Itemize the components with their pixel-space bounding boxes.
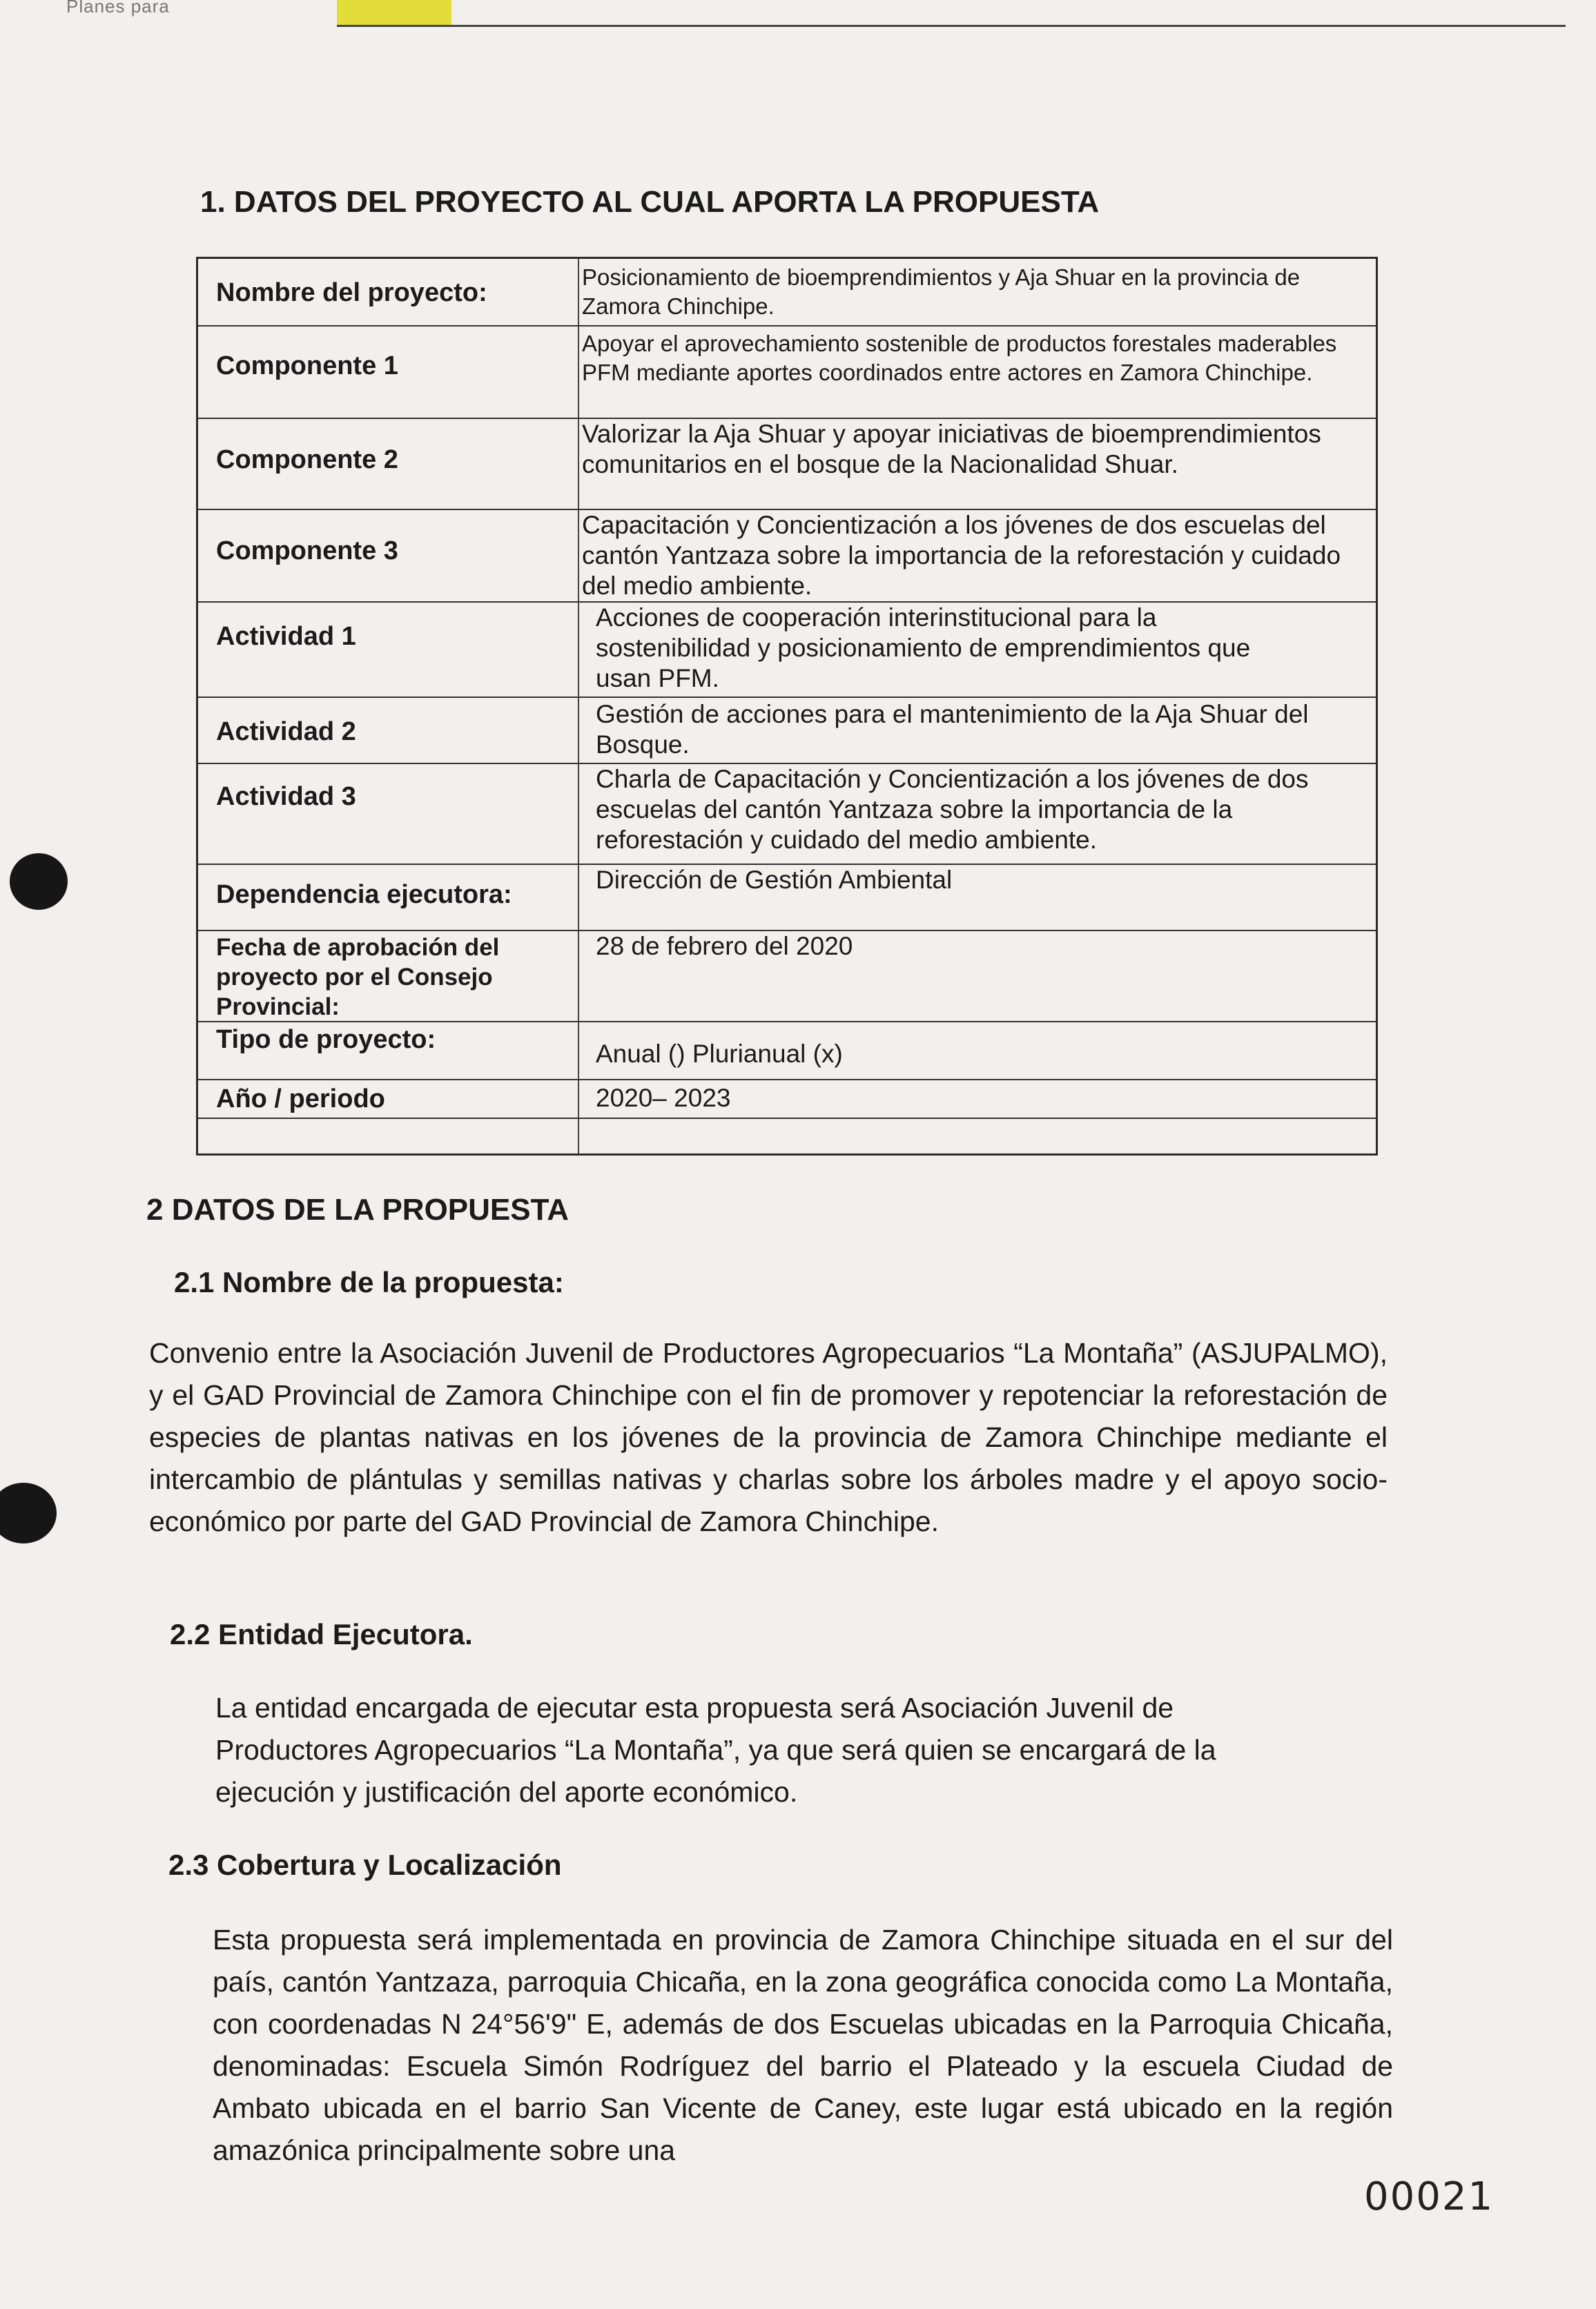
row-label: Componente 1 (216, 351, 398, 380)
row-value: Dirección de Gestión Ambiental (596, 866, 953, 894)
top-fragment-text: Planes para (66, 0, 170, 17)
punch-hole (0, 1483, 57, 1543)
subsection-2-3-text: Esta propuesta será implementada en provincia de Zamora Chinchipe situada en el sur del país, cantón Yantzaza, parroquia Chicaña, en la zona geográfica conocida como La Montaña, con coordenadas N 24°56'9" E, además de dos Escuelas ubicadas en la Parroquia Chicaña, denominadas: Escuela Simón Rodríguez del barrio el Plateado y la escuela Ciudad de Ambato ubicada en el barrio San Vicente de Caney, este lugar está ubicado en la región amazónica principalmente sobre una (213, 1924, 1393, 2166)
row-label: Componente 2 (216, 445, 398, 474)
section-1-heading: 1. DATOS DEL PROYECTO AL CUAL APORTA LA PROPUESTA (200, 185, 1100, 219)
table-row (198, 419, 1376, 510)
table-row (198, 259, 1376, 327)
subsection-2-3-heading: 2.3 Cobertura y Localización (168, 1849, 562, 1881)
row-value: Charla de Capacitación y Concientización a los jóvenes de dos escuelas del cantón Yantzaza sobre la importancia de la reforestación y cuidado del medio ambiente. (596, 765, 1309, 854)
row-value: Posicionamiento de bioemprendimientos y Aja Shuar en la provincia de Zamora Chinchipe. (582, 264, 1301, 319)
table-row (198, 1080, 1376, 1119)
yellow-highlight (337, 0, 451, 25)
subsection-2-1-heading: 2.1 Nombre de la propuesta: (174, 1266, 564, 1298)
top-strip (0, 0, 1596, 30)
section-2-heading: 2 DATOS DE LA PROPUESTA (146, 1193, 570, 1227)
row-label: Actividad 2 (216, 717, 356, 746)
row-value: Acciones de cooperación interinstitucional para la sostenibilidad y posicionamiento de emprendimientos que usan PFM. (596, 603, 1251, 692)
row-value: Valorizar la Aja Shuar y apoyar iniciativas de bioemprendimientos comunitarios en el bosque de la Nacionalidad Shuar. (582, 420, 1321, 478)
row-value: Gestión de acciones para el mantenimiento de la Aja Shuar del Bosque. (596, 700, 1309, 759)
row-value: Anual () Plurianual (x) (596, 1040, 843, 1068)
table-row (198, 698, 1376, 764)
row-value: 28 de febrero del 2020 (596, 932, 853, 960)
table-row (198, 1022, 1376, 1080)
table-row (198, 931, 1376, 1022)
table-row (198, 865, 1376, 931)
row-label: Actividad 3 (216, 782, 356, 811)
row-value: Capacitación y Concientización a los jóvenes de dos escuelas del cantón Yantzaza sobre la importancia de la reforestación y cuidado del medio ambiente. (582, 511, 1341, 600)
table-row (198, 1119, 1376, 1153)
subsection-2-2-text: La entidad encargada de ejecutar esta propuesta será Asociación Juvenil de Productores Agropecuarios “La Montaña”, ya que será quien se encargará de la ejecución y justificación del aporte económico. (215, 1692, 1216, 1808)
row-label: Año / periodo (216, 1084, 385, 1113)
row-label: Nombre del proyecto: (216, 278, 487, 307)
table-row (198, 327, 1376, 419)
project-table (196, 257, 1378, 1156)
page-number: 00021 (1364, 2174, 1495, 2219)
table-row (198, 603, 1376, 698)
row-label: Fecha de aprobación del proyecto por el Consejo Provincial: (216, 934, 500, 1020)
row-value: 2020– 2023 (596, 1084, 731, 1112)
row-label: Actividad 1 (216, 622, 356, 651)
row-value: Apoyar el aprovechamiento sostenible de productos forestales maderables PFM mediante aportes coordinados entre actores en Zamora Chinchipe. (582, 331, 1337, 385)
subsection-2-1-text: Convenio entre la Asociación Juvenil de Productores Agropecuarios “La Montaña” (ASJUPALMO), y el GAD Provincial de Zamora Chinchipe con el fin de promover y repotenciar la reforestación de especies de plantas nativas en los jóvenes de la provincia de Zamora Chinchipe mediante el intercambio de plántulas y semillas nativas y charlas sobre los árboles madre y el apoyo socio-económico por parte del GAD Provincial de Zamora Chinchipe. (149, 1337, 1388, 1537)
punch-hole (10, 853, 68, 910)
table-row (198, 510, 1376, 603)
row-label: Tipo de proyecto: (216, 1025, 436, 1054)
top-rule (337, 25, 1566, 27)
subsection-2-2-heading: 2.2 Entidad Ejecutora. (170, 1618, 473, 1650)
table-row (198, 764, 1376, 865)
row-label: Componente 3 (216, 536, 398, 565)
row-label: Dependencia ejecutora: (216, 880, 512, 909)
